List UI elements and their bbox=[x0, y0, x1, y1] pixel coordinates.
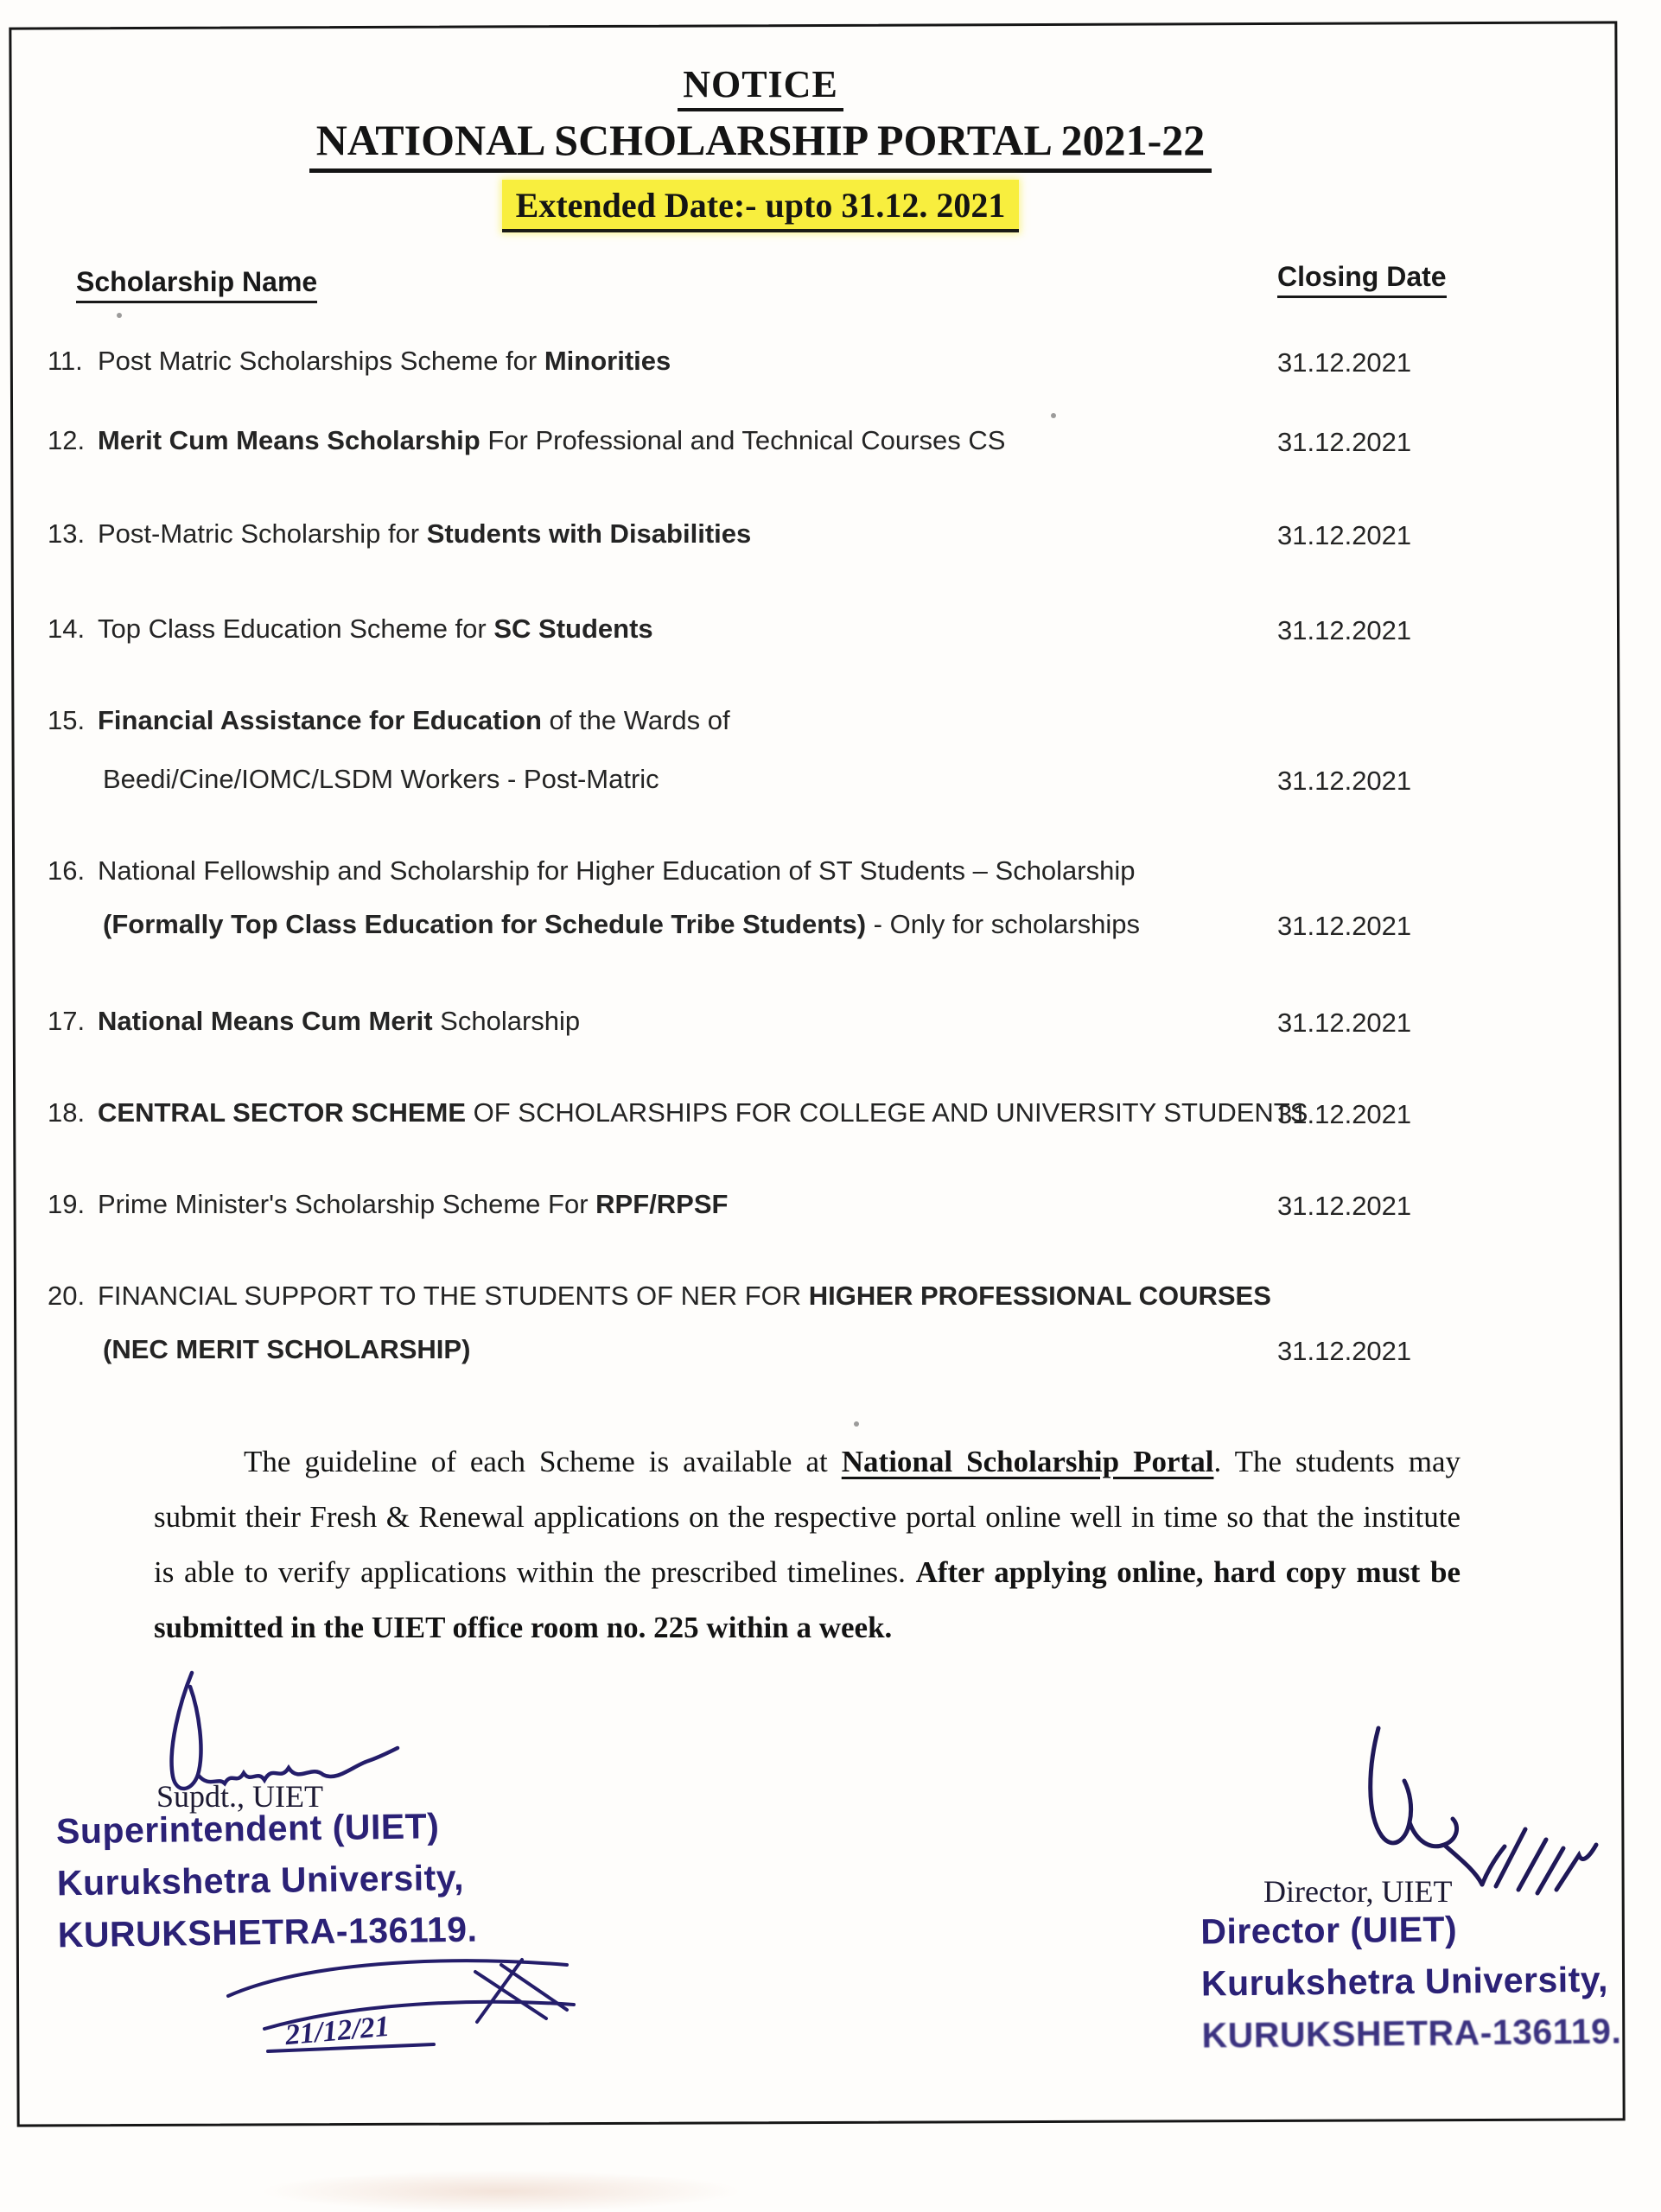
closing-date-value: 31.12.2021 bbox=[1277, 1336, 1412, 1366]
scholarship-name-segment: Post-Matric Scholarship for bbox=[98, 518, 427, 549]
notice-title bbox=[0, 62, 1521, 111]
stamp-line: Kurukshetra University, bbox=[1200, 1959, 1609, 2004]
extended-date-banner bbox=[0, 180, 1521, 232]
row-number: 20. bbox=[48, 1281, 86, 1311]
scholarship-name-header-text: Scholarship Name bbox=[76, 266, 317, 303]
paragraph-segment: The guideline of each Scheme is available at bbox=[244, 1445, 842, 1478]
scholarship-name-segment: Post Matric Scholarships Scheme for bbox=[98, 346, 544, 376]
closing-date-value: 31.12.2021 bbox=[1277, 1099, 1412, 1129]
stamp-line: Kurukshetra University, bbox=[56, 1857, 465, 1904]
closing-date-value: 31.12.2021 bbox=[1277, 347, 1412, 378]
scholarship-name-bold-segment: (Formally Top Class Education for Schedule Tribe Students) bbox=[103, 909, 867, 939]
row-number: 16. bbox=[48, 855, 86, 886]
scholarship-name-segment: Beedi/Cine/IOMC/LSDM Workers - Post-Matric bbox=[103, 764, 659, 794]
table-row-continued bbox=[103, 909, 1140, 940]
director-stamp bbox=[1200, 1907, 1622, 2067]
scholarship-name-segment: For Professional and Technical Courses CS bbox=[480, 425, 1006, 455]
closing-date-value: 31.12.2021 bbox=[1277, 911, 1412, 941]
scholarship-name bbox=[98, 346, 671, 376]
table-row bbox=[48, 855, 1136, 887]
table-row-continued bbox=[103, 764, 659, 795]
row-number: 17. bbox=[48, 1006, 86, 1036]
scholarship-name-bold-segment: RPF/RPSF bbox=[595, 1189, 729, 1219]
guideline-paragraph bbox=[154, 1434, 1461, 1656]
extended-date-text: Extended Date:- upto 31.12. 2021 bbox=[502, 180, 1020, 232]
supdt-caption: Supdt., UIET bbox=[156, 1779, 323, 1814]
row-number: 14. bbox=[48, 613, 86, 644]
table-row bbox=[48, 705, 730, 736]
scholarship-name bbox=[98, 1281, 1271, 1311]
table-row-continued bbox=[103, 1334, 470, 1365]
scholarship-name bbox=[98, 1097, 1308, 1128]
table-row bbox=[48, 1097, 1308, 1128]
column-header-scholarship-name bbox=[76, 266, 317, 303]
scholarship-name bbox=[98, 1189, 728, 1219]
table-row bbox=[48, 518, 751, 550]
scholarship-name bbox=[98, 613, 653, 644]
scholarship-name-bold-segment: Minorities bbox=[544, 346, 671, 376]
row-number: 18. bbox=[48, 1097, 86, 1128]
scholarship-name-segment: FINANCIAL SUPPORT TO THE STUDENTS OF NER FOR bbox=[98, 1281, 809, 1311]
paragraph-segment: . The students may submit their Fresh & Renewal applications on the respective portal online well in time so that the institute is able to verify applications within the prescribed timelines. bbox=[154, 1445, 1461, 1589]
scholarship-name bbox=[98, 518, 751, 549]
table-row bbox=[48, 425, 1005, 456]
row-number: 12. bbox=[48, 425, 86, 455]
scholarship-name-segment: Scholarship bbox=[432, 1006, 581, 1036]
scholarship-name-segment: of the Wards of bbox=[541, 705, 730, 735]
table-row bbox=[48, 346, 671, 377]
scholarship-name-bold-segment: SC Students bbox=[493, 613, 653, 644]
row-number: 19. bbox=[48, 1189, 86, 1219]
stamp-line: Superintendent (UIET) bbox=[55, 1806, 440, 1852]
stamp-line: Director (UIET) bbox=[1200, 1909, 1458, 1952]
closing-date-value: 31.12.2021 bbox=[1277, 615, 1412, 645]
portal-link-text: National Scholarship Portal bbox=[841, 1445, 1214, 1478]
table-row bbox=[48, 613, 653, 645]
scholarship-name-bold-segment: Financial Assistance for Education bbox=[98, 705, 542, 735]
table-row bbox=[48, 1189, 728, 1220]
title-block bbox=[0, 62, 1521, 232]
closing-date-header-text: Closing Date bbox=[1277, 261, 1447, 298]
scholarship-name-bold-segment: National Means Cum Merit bbox=[98, 1006, 433, 1036]
scholarship-name-bold-segment: CENTRAL SECTOR SCHEME bbox=[98, 1097, 467, 1128]
scan-bleed-smudge bbox=[259, 2171, 743, 2212]
handwritten-scribble bbox=[216, 1946, 588, 2067]
scholarship-name-bold-segment: Merit Cum Means Scholarship bbox=[98, 425, 480, 455]
row-number: 11. bbox=[48, 346, 83, 376]
scan-speck bbox=[1051, 413, 1056, 418]
scholarship-name-bold-segment: Students with Disabilities bbox=[426, 518, 752, 549]
handwritten-date: 21/12/21 bbox=[283, 2010, 391, 2052]
paragraph-segment: After applying online, hard copy must be submitted in the UIET office room no. 225 within a week. bbox=[154, 1555, 1461, 1644]
table-row bbox=[48, 1281, 1271, 1312]
portal-subtitle-text: NATIONAL SCHOLARSHIP PORTAL 2021-22 bbox=[309, 115, 1212, 173]
scholarship-name-segment: OF SCHOLARSHIPS FOR COLLEGE AND UNIVERSITY STUDENTS bbox=[466, 1097, 1308, 1128]
scholarship-name-bold-segment: (NEC MERIT SCHOLARSHIP) bbox=[103, 1334, 471, 1364]
column-header-closing-date bbox=[1277, 261, 1447, 298]
closing-date-value: 31.12.2021 bbox=[1277, 427, 1412, 457]
closing-date-value: 31.12.2021 bbox=[1277, 1007, 1412, 1038]
scholarship-name-bold-segment: HIGHER PROFESSIONAL COURSES bbox=[808, 1281, 1271, 1311]
portal-subtitle bbox=[0, 115, 1521, 173]
scan-speck bbox=[117, 313, 122, 318]
scholarship-name bbox=[98, 855, 1136, 886]
director-caption: Director, UIET bbox=[1263, 1874, 1453, 1909]
superintendent-stamp bbox=[56, 1806, 478, 1967]
stamp-line: KURUKSHETRA-136119. bbox=[1201, 2011, 1622, 2056]
stamp-line: KURUKSHETRA-136119. bbox=[57, 1909, 478, 1955]
scholarship-name-segment: Top Class Education Scheme for bbox=[98, 613, 494, 644]
row-number: 13. bbox=[48, 518, 86, 549]
row-number: 15. bbox=[48, 705, 86, 735]
closing-date-value: 31.12.2021 bbox=[1277, 1191, 1412, 1221]
table-row bbox=[48, 1006, 580, 1037]
closing-date-value: 31.12.2021 bbox=[1277, 520, 1412, 550]
closing-date-value: 31.12.2021 bbox=[1277, 766, 1412, 796]
scholarship-name-segment: National Fellowship and Scholarship for Higher Education of ST Students – Scholarship bbox=[98, 855, 1136, 886]
scholarship-name-segment: Prime Minister's Scholarship Scheme For bbox=[98, 1189, 596, 1219]
scholarship-name bbox=[98, 425, 1005, 455]
scholarship-name-segment: - Only for scholarships bbox=[866, 909, 1141, 939]
scholarship-name bbox=[98, 705, 730, 735]
scholarship-name bbox=[98, 1006, 580, 1036]
notice-title-text: NOTICE bbox=[678, 62, 843, 111]
scan-speck bbox=[854, 1421, 859, 1427]
